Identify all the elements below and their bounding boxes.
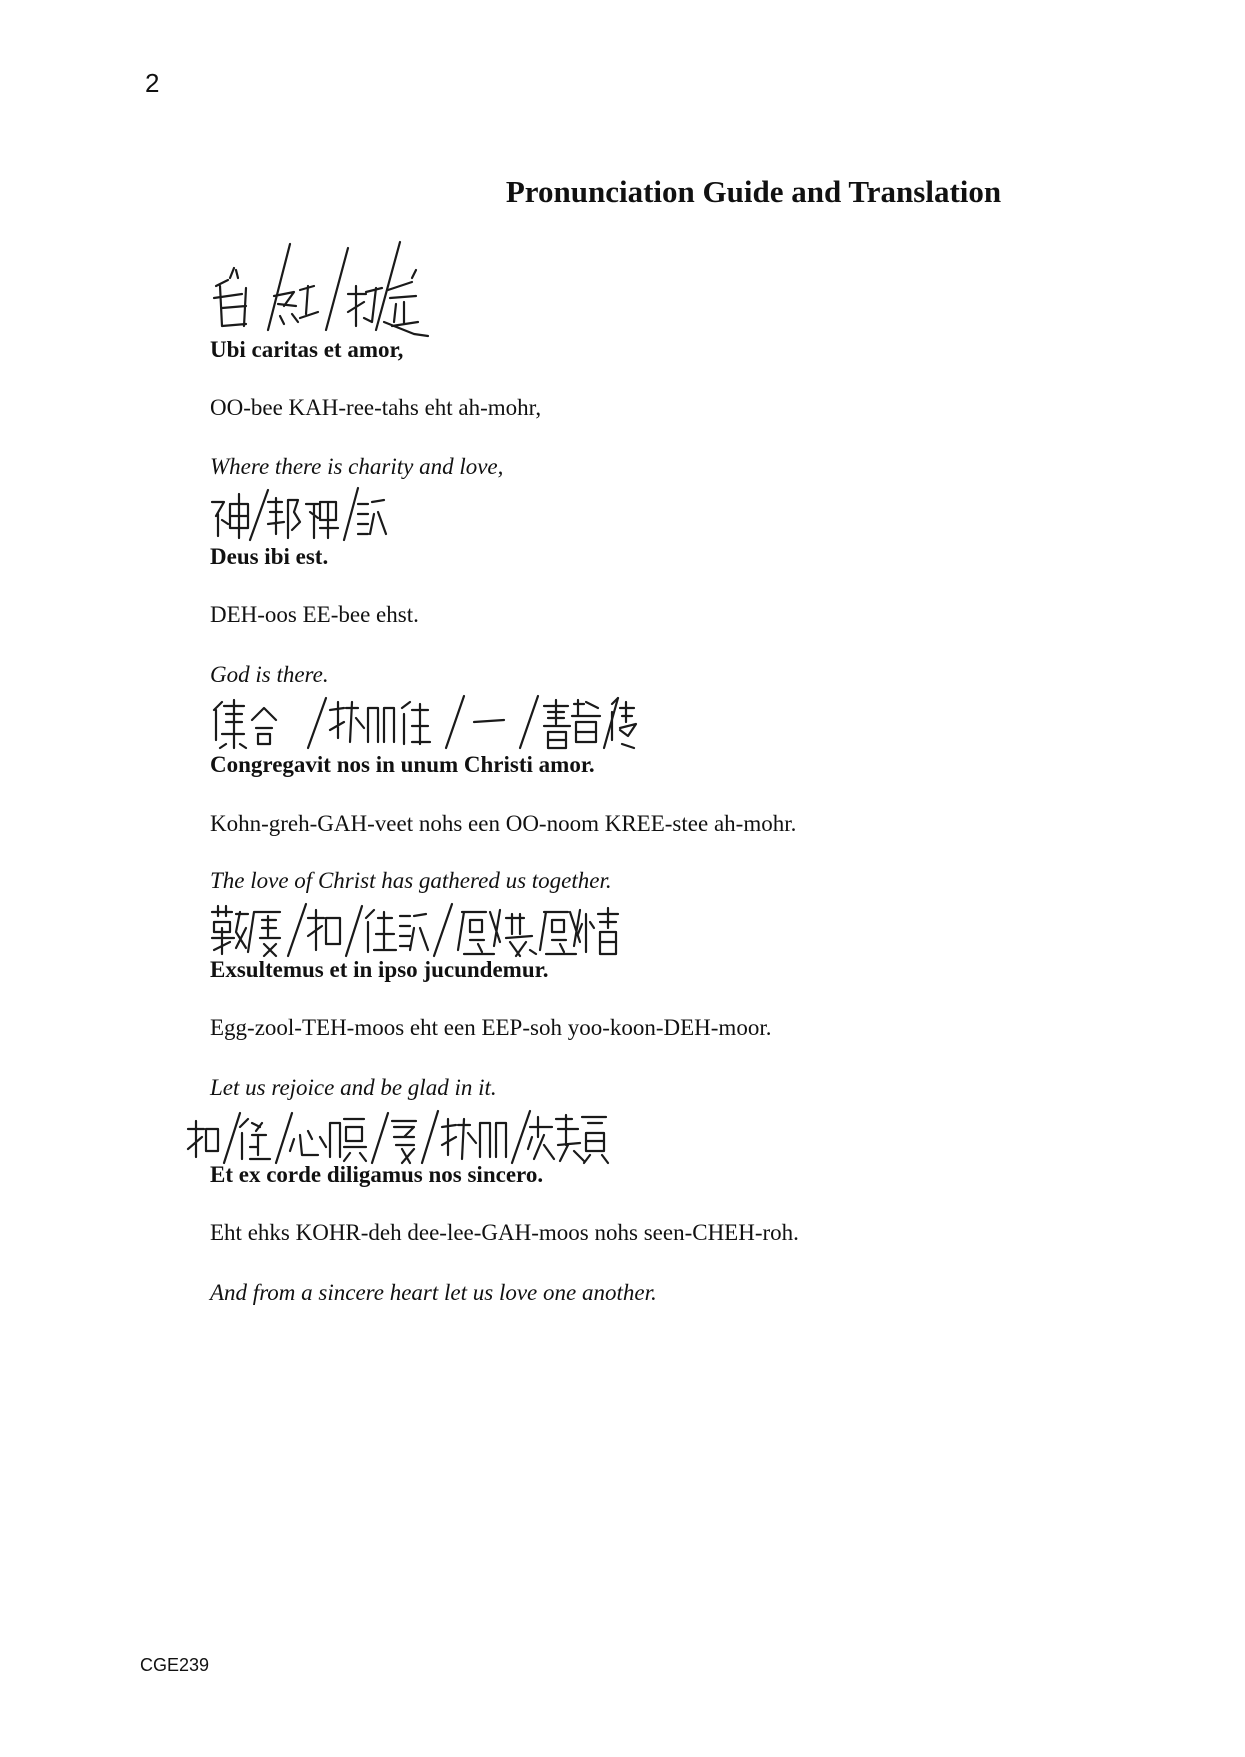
page-title: Pronunciation Guide and Translation [505, 174, 1002, 209]
translation-line-3: The love of Christ has gathered us together. [210, 868, 612, 893]
handwritten-annotation-3 [208, 690, 638, 752]
handwritten-annotation-1 [208, 238, 438, 338]
translation-line-1: Where there is charity and love, [210, 454, 504, 479]
handwritten-annotation-5 [184, 1105, 614, 1167]
handwritten-annotation-4 [208, 898, 628, 960]
handwritten-annotation-2 [208, 484, 388, 542]
latin-line-1: Ubi caritas et amor, [210, 337, 404, 362]
phonetic-line-1: OO-bee KAH-ree-tahs eht ah-mohr, [210, 395, 542, 420]
footer-code: CGE239 [140, 1655, 210, 1675]
page-number: 2 [145, 68, 160, 98]
latin-line-3: Congregavit nos in unum Christi amor. [210, 752, 595, 777]
latin-line-2: Deus ibi est. [210, 544, 329, 569]
phonetic-line-4: Egg-zool-TEH-moos eht een EEP-soh yoo-koon-DEH-moor. [210, 1015, 772, 1040]
latin-line-4: Exsultemus et in ipso jucundemur. [210, 957, 549, 982]
latin-line-5: Et ex corde diligamus nos sincero. [210, 1162, 544, 1187]
translation-line-4: Let us rejoice and be glad in it. [210, 1075, 497, 1100]
phonetic-line-3: Kohn-greh-GAH-veet nohs een OO-noom KREE-stee ah-mohr. [210, 811, 797, 836]
translation-line-2: God is there. [210, 662, 329, 687]
phonetic-line-5: Eht ehks KOHR-deh dee-lee-GAH-moos nohs seen-CHEH-roh. [210, 1220, 799, 1245]
phonetic-line-2: DEH-oos EE-bee ehst. [210, 602, 419, 627]
translation-line-5: And from a sincere heart let us love one another. [210, 1280, 657, 1305]
